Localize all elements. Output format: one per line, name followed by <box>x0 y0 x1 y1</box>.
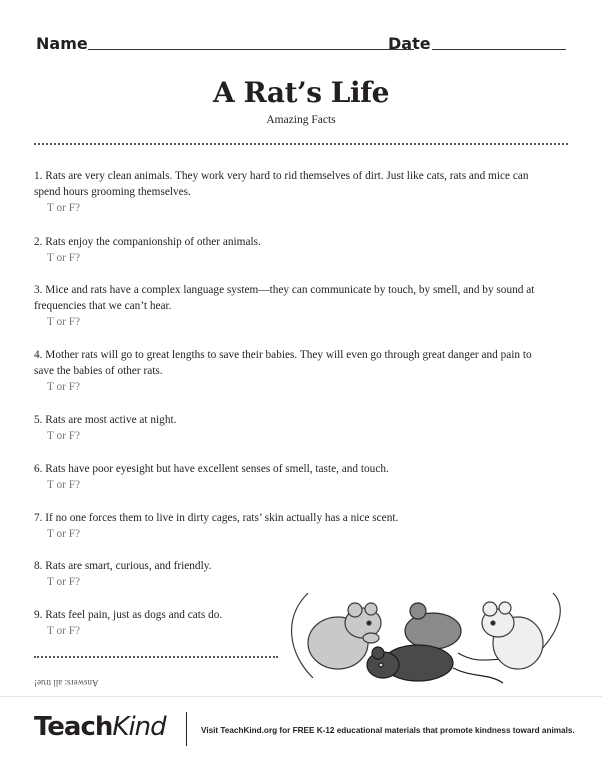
question-7 <box>34 510 554 542</box>
date-label: Date <box>388 34 431 53</box>
footer-separator <box>186 712 187 746</box>
question-1 <box>34 168 554 216</box>
name-field[interactable] <box>88 49 414 50</box>
true-false-prompt[interactable]: T or F? <box>47 430 81 442</box>
question-text: 3. Mice and rats have a complex language system—they can communicate by touch, by smell, and by sound at frequencies that we can’t hear. <box>34 284 535 312</box>
true-false-prompt[interactable]: T or F? <box>47 316 81 328</box>
teachkind-logo <box>34 712 166 742</box>
true-false-prompt[interactable]: T or F? <box>47 252 81 264</box>
question-text: 7. If no one forces them to live in dirty cages, rats’ skin actually has a nice scent. <box>34 512 399 524</box>
question-2 <box>34 234 554 266</box>
footer-divider <box>0 696 602 697</box>
true-false-prompt[interactable]: T or F? <box>47 202 81 214</box>
footer-text: Visit TeachKind.org for FREE K-12 educational materials that promote kindness toward animals. <box>201 726 575 735</box>
name-date-row <box>36 34 566 54</box>
page-title: A Rat’s Life <box>213 76 389 109</box>
upside-down-answers: Answers: all true! <box>34 678 99 688</box>
question-text: 4. Mother rats will go to great lengths to save their babies. They will even go through great danger and pain to save the babies of other rats. <box>34 349 532 377</box>
question-5 <box>34 412 554 444</box>
date-field[interactable] <box>432 49 566 50</box>
rats-illustration <box>283 583 575 693</box>
question-text: 5. Rats are most active at night. <box>34 414 177 426</box>
question-text: 6. Rats have poor eyesight but have excellent senses of smell, taste, and touch. <box>34 463 389 475</box>
dotted-divider-bottom <box>34 656 278 658</box>
true-false-prompt[interactable]: T or F? <box>47 625 81 637</box>
true-false-prompt[interactable]: T or F? <box>47 528 81 540</box>
question-text: 8. Rats are smart, curious, and friendly. <box>34 560 212 572</box>
rat-ear <box>365 603 377 615</box>
question-4 <box>34 347 554 395</box>
true-false-prompt[interactable]: T or F? <box>47 479 81 491</box>
rat-body-grey <box>405 613 461 649</box>
page-subtitle: Amazing Facts <box>266 114 336 126</box>
question-text: 9. Rats feel pain, just as dogs and cats do. <box>34 609 223 621</box>
true-false-prompt[interactable]: T or F? <box>47 576 81 588</box>
rat-ear <box>348 603 362 617</box>
question-6 <box>34 461 554 493</box>
question-text: 1. Rats are very clean animals. They work very hard to rid themselves of dirt. Just like cats, rats and mice can spend hours grooming themselves. <box>34 170 529 198</box>
question-text: 2. Rats enjoy the companionship of other animals. <box>34 236 261 248</box>
true-false-prompt[interactable]: T or F? <box>47 381 81 393</box>
logo-kind: Kind <box>112 712 166 742</box>
name-label: Name <box>36 34 88 53</box>
question-3 <box>34 282 554 330</box>
dotted-divider-top <box>34 143 568 145</box>
logo-teach: Teach <box>34 712 113 742</box>
